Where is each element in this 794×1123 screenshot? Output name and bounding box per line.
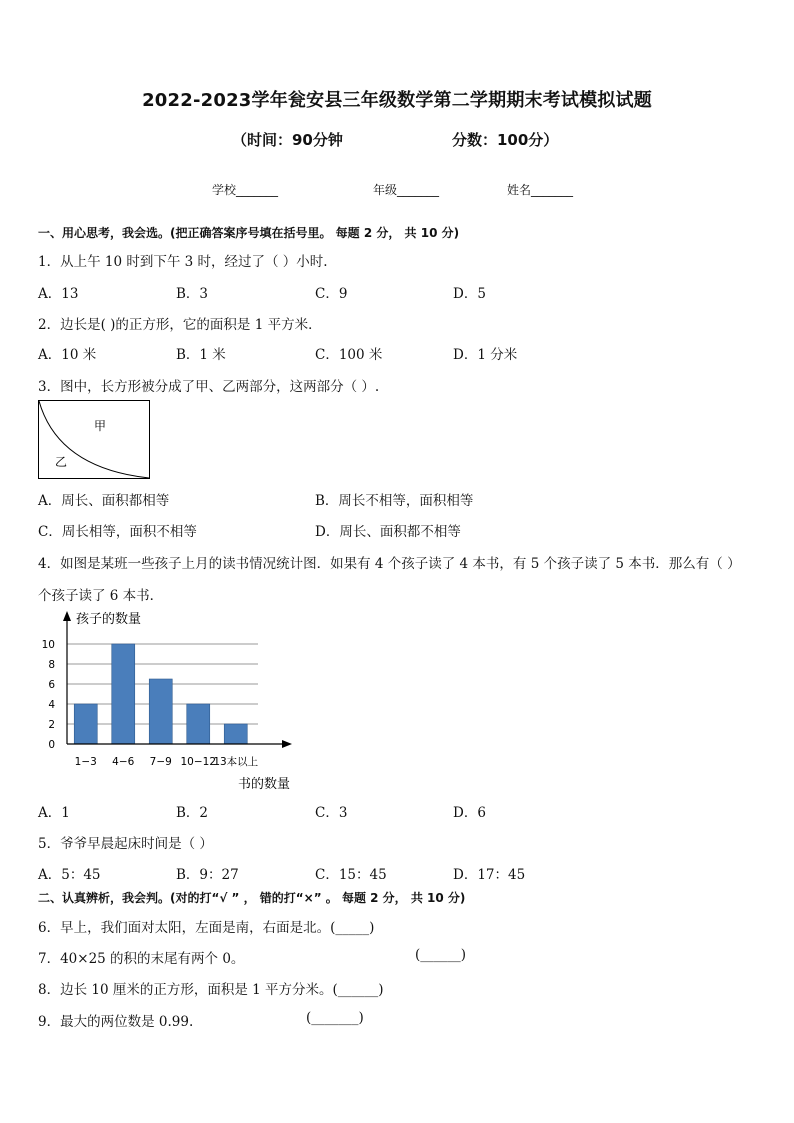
q3-option-c: C．周长相等，面积不相等	[38, 524, 197, 540]
section-2-heading: 二、认真辨析，我会判。(对的打“√ ” ， 错的打“×” 。 每题 2 分， 共 10 分)	[38, 891, 466, 905]
bar-4	[224, 724, 247, 744]
y-tick-label: 6	[48, 679, 55, 691]
section-1-heading: 一、用心思考，我会选。(把正确答案序号填在括号里。 每题 2 分， 共 10 分)	[38, 226, 460, 240]
q1-option-d: D．5	[453, 286, 486, 302]
question-1: 1．从上午 10 时到下午 3 时，经过了（ ）小时.	[38, 254, 328, 270]
rectangle-figure	[38, 400, 151, 480]
question-2: 2．边长是( )的正方形，它的面积是 1 平方米．	[38, 317, 322, 333]
question-4-line-1: 4．如图是某班一些孩子上月的读书情况统计图．如果有 4 个孩子读了 4 本书，有 5 个孩子读了 5 本书．那么有（ ）	[38, 556, 741, 572]
y-tick-label: 8	[48, 659, 55, 671]
x-tick-label: 1−3	[74, 756, 97, 768]
q2-option-d: D．1 分米	[453, 347, 518, 363]
q1-option-c: C．9	[315, 286, 348, 302]
q4-option-b: B．2	[176, 805, 209, 821]
x-tick-label: 7−9	[149, 756, 172, 768]
exam-score: 分数：100分）	[452, 131, 559, 149]
question-8: 8．边长 10 厘米的正方形，面积是 1 平方分米。(______)	[38, 982, 384, 998]
question-9: 9．最大的两位数是 0.99.	[38, 1014, 194, 1030]
q5-option-a: A．5：45	[38, 867, 101, 883]
q3-option-a: A．周长、面积都相等	[38, 493, 170, 509]
q5-option-c: C．15：45	[315, 867, 387, 883]
question-7: 7．40×25 的积的末尾有两个 0。	[38, 951, 245, 967]
q4-option-a: A．1	[38, 805, 70, 821]
bar-1	[112, 644, 135, 744]
q9-answer-blank[interactable]: (_______)	[306, 1010, 364, 1026]
q1-option-b: B．3	[176, 286, 209, 302]
question-6: 6．早上，我们面对太阳，左面是南，右面是北。(_____)	[38, 920, 375, 936]
q5-option-d: D．17：45	[453, 867, 526, 883]
bar-0	[74, 704, 97, 744]
reading-bar-chart	[30, 605, 310, 795]
x-tick-label: 4−6	[112, 756, 135, 768]
q4-option-c: C．3	[315, 805, 348, 821]
q3-option-b: B．周长不相等，面积相等	[315, 493, 474, 509]
y-tick-label: 0	[48, 739, 55, 751]
figure-label-jia: 甲	[94, 419, 107, 433]
q1-option-a: A．13	[38, 286, 79, 302]
grade-field: 年级_______	[373, 183, 440, 197]
q2-option-c: C．100 米	[315, 347, 383, 363]
x-axis-label: 书的数量	[238, 777, 291, 792]
question-4-line-2: 个孩子读了 6 本书．	[38, 588, 164, 604]
x-tick-label: 10−12	[180, 756, 217, 768]
name-field: 姓名_______	[507, 183, 574, 197]
q7-answer-blank[interactable]: (______)	[415, 947, 467, 963]
school-field: 学校_______	[212, 183, 279, 197]
y-tick-label: 4	[48, 699, 55, 711]
q4-option-d: D．6	[453, 805, 486, 821]
bar-3	[187, 704, 210, 744]
y-axis-label: 孩子的数量	[76, 612, 142, 627]
q3-option-d: D．周长、面积都不相等	[315, 524, 461, 540]
x-tick-label: 13本以上	[213, 756, 259, 768]
y-axis-arrow	[63, 611, 71, 621]
exam-time: （时间：90分钟	[232, 131, 343, 149]
question-3: 3．图中，长方形被分成了甲、乙两部分，这两部分（ ）.	[38, 379, 380, 395]
question-5: 5．爷爷早晨起床时间是（ ）	[38, 836, 213, 852]
page-title: 2022-2023学年瓮安县三年级数学第二学期期末考试模拟试题	[142, 90, 652, 111]
bar-2	[149, 679, 172, 744]
q2-option-a: A．10 米	[38, 347, 97, 363]
x-axis-arrow	[282, 740, 292, 748]
figure-label-yi: 乙	[55, 455, 68, 469]
y-tick-label: 2	[48, 719, 55, 731]
q5-option-b: B．9：27	[176, 867, 239, 883]
y-tick-label: 10	[41, 639, 55, 651]
q2-option-b: B．1 米	[176, 347, 226, 363]
